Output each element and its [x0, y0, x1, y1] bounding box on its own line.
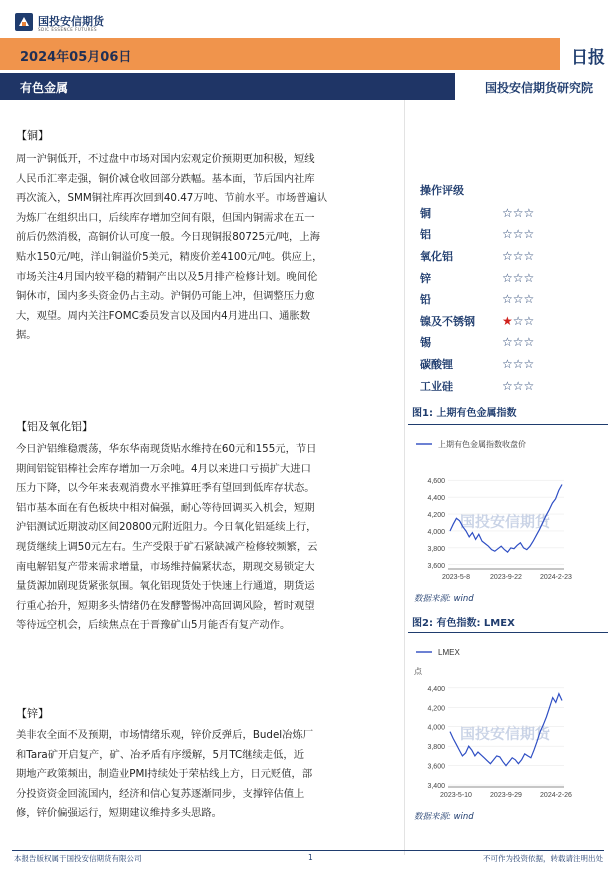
logo-text: 国投安信期货: [38, 15, 104, 28]
empty-star-icon: ☆: [502, 205, 513, 220]
rating-stars: [502, 335, 534, 349]
copper-section-title: 【铜】: [16, 129, 49, 142]
figure-1-chart: [408, 430, 608, 585]
text-line: 为炼厂在组织出口，后续库存增加空间有限，但国内铜需求在五一: [16, 211, 315, 224]
text-line: 南电解铝复产带来需求增量，市场维持偏紧状态，期现交易锁定大: [16, 560, 315, 573]
y-tick-label: 4,400: [427, 495, 445, 503]
rating-row: [420, 332, 600, 354]
rating-metal-name: 锌: [420, 271, 431, 285]
page-number: 1: [308, 853, 313, 862]
x-tick-label: 2023-5-10: [440, 792, 472, 799]
y-tick-label: 4,200: [427, 512, 445, 520]
rating-metal-name: 工业硅: [420, 379, 453, 393]
text-line: 据。: [16, 329, 37, 342]
text-line: 行重心抬升，短期多头情绪仍在发酵警惕冲高回调风险，暂时观望: [16, 599, 315, 612]
rating-metal-name: 铜: [420, 206, 431, 220]
y-tick-label: 3,600: [427, 562, 445, 570]
report-type: 日报: [571, 48, 605, 68]
rating-stars: [502, 227, 534, 241]
rating-row: [420, 288, 600, 310]
text-line: 量货源加剧现货紧张氛围。氧化铝现货处于快速上行通道，期货运: [16, 580, 315, 593]
y-tick-label: 4,000: [427, 528, 445, 536]
text-line: 铝市基本面在有色板块中相对偏强，耐心等待回调买入机会，短期: [16, 501, 315, 514]
y-tick-label: 4,400: [427, 685, 445, 693]
text-line: 沪铝测试近期波动区间20800元附近阻力。今日氧化铝延续上行，: [16, 521, 317, 534]
rating-metal-name: 铝: [420, 228, 431, 242]
y-tick-label: 3,800: [427, 744, 445, 752]
text-line: 周一沪铜低开，不过盘中市场对国内宏观定价预期更加积极，短线: [16, 153, 315, 165]
filled-star-icon: ★: [502, 313, 513, 328]
legend-label: LMEX: [438, 648, 460, 657]
empty-star-icon: ☆: [523, 292, 535, 307]
text-line: 期地产政策频出，制造业PMI持续处于荣枯线上方，日元贬值，部: [16, 768, 313, 781]
watermark: 国投安信期货: [460, 512, 551, 531]
logo-mark-icon: [14, 12, 34, 32]
text-line: 分投资资金回流国内，经济和信心复苏逐渐同步，支撑锌估值上: [16, 787, 305, 800]
watermark: 国投安信期货: [460, 724, 551, 743]
empty-star-icon: ☆: [512, 313, 524, 328]
empty-star-icon: ☆: [512, 356, 524, 371]
rating-row: [420, 245, 600, 267]
empty-star-icon: ☆: [523, 227, 535, 242]
empty-star-icon: ☆: [512, 227, 524, 242]
empty-star-icon: ☆: [512, 378, 524, 393]
empty-star-icon: ☆: [502, 292, 513, 307]
x-tick-label: 2024-2-23: [540, 574, 572, 581]
rating-stars: [502, 271, 534, 285]
rating-row: [420, 375, 600, 397]
rating-metal-name: 铅: [420, 293, 431, 307]
empty-star-icon: ☆: [502, 227, 513, 242]
empty-star-icon: ☆: [502, 378, 513, 393]
footer-copyright: 本报告版权属于国投安信期货有限公司: [14, 854, 142, 863]
institute-name: 国投安信期货研究院: [484, 81, 593, 95]
empty-star-icon: ☆: [512, 205, 524, 220]
rating-metal-name: 氧化铝: [420, 249, 453, 263]
copper-paragraph: [16, 150, 396, 346]
text-line: 现货继续上调50元左右。生产受限于矿石紧缺减产检修较频繁，云: [16, 540, 318, 553]
aluminium-section-title: 【铝及氧化铝】: [16, 420, 93, 433]
text-line: 期间铝锭铝棒社会库存增加一万余吨。4月以来进口亏损扩大进口: [16, 462, 311, 475]
empty-star-icon: ☆: [523, 356, 535, 371]
rating-metal-name: 碳酸锂: [420, 357, 453, 371]
rating-stars: [502, 357, 534, 371]
rating-metal-name: 镍及不锈钢: [420, 314, 475, 328]
rating-metal-name: 锡: [420, 336, 431, 350]
text-line: 铜休市，国内多头资金仍占主动。沪铜仍可能上冲，但调整压力愈: [16, 290, 315, 303]
y-tick-label: 4,200: [427, 705, 445, 713]
empty-star-icon: ☆: [523, 270, 535, 285]
rating-row: [420, 267, 600, 289]
rating-row: [420, 353, 600, 375]
empty-star-icon: ☆: [523, 248, 535, 263]
rating-row: [420, 310, 600, 332]
rating-stars: [502, 292, 534, 306]
footer-disclaimer: 不可作为投资依据，转载请注明出处: [483, 854, 603, 863]
text-line: 大，观望。周内关注FOMC委员发言以及国内4月进出口、通胀数: [16, 309, 311, 322]
empty-star-icon: ☆: [512, 335, 524, 350]
rating-stars: [502, 314, 534, 328]
x-tick-label: 2023-9-22: [490, 574, 522, 581]
empty-star-icon: ☆: [502, 335, 513, 350]
text-line: 压力下降，以今年来表观消费水平推算旺季有望回到低库存状态。: [16, 482, 315, 495]
zinc-section-title: 【锌】: [16, 707, 49, 720]
text-line: 市场关注4月国内较平稳的精铜产出以及5月排产检修计划。晚间伦: [16, 270, 318, 283]
rating-stars: [502, 379, 534, 393]
aluminium-paragraph: [16, 440, 396, 636]
company-logo: [14, 10, 124, 36]
empty-star-icon: ☆: [502, 356, 513, 371]
empty-star-icon: ☆: [502, 248, 513, 263]
y-tick-label: 3,400: [427, 783, 445, 791]
text-line: 修，锌价偏强运行，短期建议维持多头思路。: [16, 807, 222, 820]
y-tick-label: 4,000: [427, 724, 445, 732]
text-line: 美非农全面不及预期，市场情绪乐观，锌价反弹后，Budel冶炼厂: [16, 729, 314, 741]
x-tick-label: 2024-2-26: [540, 792, 572, 799]
x-tick-label: 2023-5-8: [441, 574, 471, 581]
figure-2-chart: [408, 638, 608, 803]
empty-star-icon: ☆: [523, 378, 535, 393]
axis-unit: 点: [414, 667, 422, 676]
rating-row: [420, 224, 600, 246]
empty-star-icon: ☆: [512, 270, 524, 285]
rating-stars: [502, 206, 534, 220]
x-tick-label: 2023-9-29: [490, 792, 522, 799]
figure-1-title: 图1: 上期有色金属指数: [412, 408, 517, 419]
rating-stars: [502, 249, 534, 263]
text-line: 贴水150元/吨，洋山铜溢价5美元，精废价差4100元/吨。供应上，: [16, 250, 323, 263]
section-banner: [0, 73, 615, 100]
text-line: 再次流入，SMM铜社库再次回到40.47万吨、节前水平。市场普遍认: [16, 192, 328, 205]
figure-1-rule: [408, 424, 608, 425]
text-line: 人民币汇率走强，铜价减仓收回部分跌幅。基本面，节后国内社库: [16, 172, 315, 185]
date-banner: [0, 38, 615, 70]
y-tick-label: 3,800: [427, 545, 445, 553]
rating-header: 操作评级: [420, 184, 464, 197]
rating-row: [420, 202, 600, 224]
figure-2-source: 数据来源: wind: [414, 812, 474, 822]
empty-star-icon: ☆: [502, 270, 513, 285]
empty-star-icon: ☆: [523, 205, 535, 220]
zinc-paragraph: [16, 726, 396, 838]
empty-star-icon: ☆: [523, 335, 535, 350]
figure-1-source: 数据来源: wind: [414, 594, 474, 604]
text-line: 等待远空机会，后续焦点在于晋豫矿山5月能否有复产动作。: [16, 619, 291, 632]
operation-rating: [420, 182, 600, 396]
text-line: 今日沪铝维稳震荡，华东华南现货贴水维持在60元和155元，节日: [16, 443, 317, 455]
footer-rule: [12, 850, 604, 851]
logo-subtext: SDIC ESSENCE FUTURES: [38, 27, 98, 32]
column-divider: [404, 100, 405, 855]
figure-2-rule: [408, 632, 608, 633]
y-tick-label: 4,600: [427, 478, 445, 486]
empty-star-icon: ☆: [512, 248, 524, 263]
y-tick-label: 3,600: [427, 763, 445, 771]
empty-star-icon: ☆: [512, 292, 524, 307]
report-date: 2024年05月06日: [20, 50, 132, 65]
section-name: 有色金属: [20, 81, 69, 95]
text-line: 和Tara矿开启复产，矿、冶矛盾有序缓解，5月TC继续走低，近: [16, 748, 304, 761]
figure-2-title: 图2: 有色指数: LMEX: [412, 618, 515, 629]
legend-label: 上期有色金属指数收盘价: [438, 440, 526, 449]
empty-star-icon: ☆: [523, 313, 535, 328]
text-line: 前后仍然消极，高铜价认可度一般。今日现铜报80725元/吨，上海: [16, 231, 320, 244]
